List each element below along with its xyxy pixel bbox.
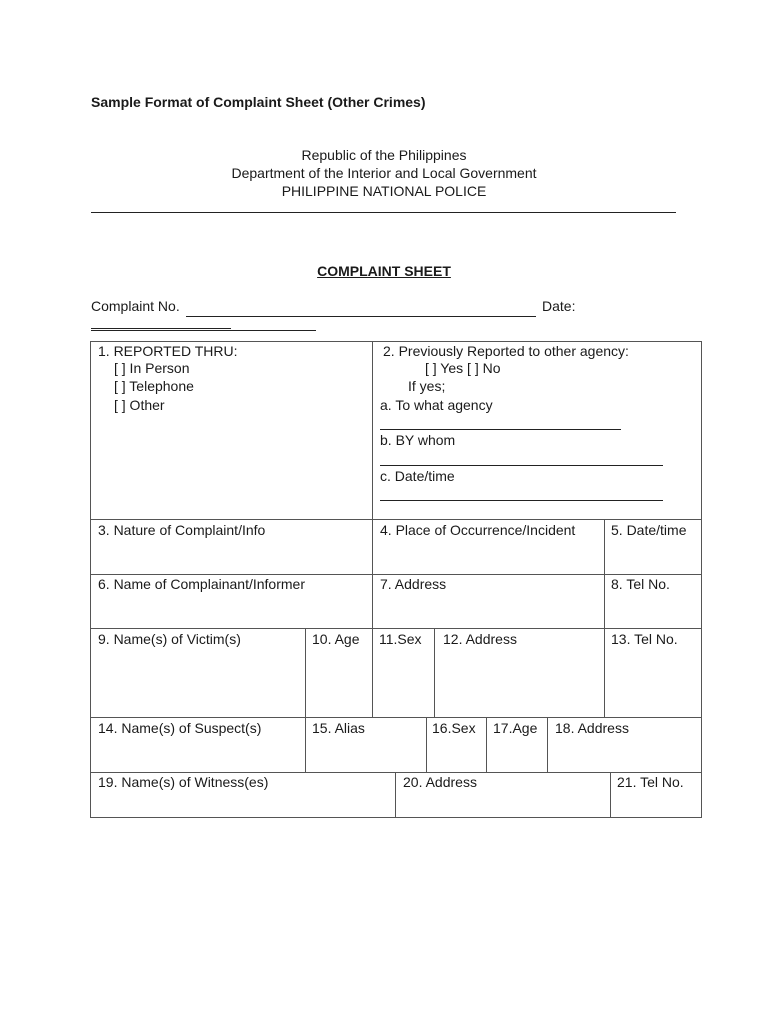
col-divider <box>434 628 435 717</box>
col-divider <box>604 519 605 574</box>
suspect-age-label: 17.Age <box>493 720 538 736</box>
victim-age-label: 10. Age <box>312 631 360 647</box>
header-pnp: PHILIPPINE NATIONAL POLICE <box>281 183 487 199</box>
witness-address-label: 20. Address <box>403 774 477 790</box>
suspect-name-label: 14. Name(s) of Suspect(s) <box>98 720 262 736</box>
row-divider <box>90 628 702 629</box>
col-divider <box>372 628 373 717</box>
col-divider <box>604 628 605 717</box>
section-reported-thru-title: 1. REPORTED THRU: <box>98 343 238 359</box>
row-divider <box>90 717 702 718</box>
col-divider <box>305 628 306 717</box>
witness-tel-label: 21. Tel No. <box>617 774 684 790</box>
suspect-sex-label: 16.Sex <box>432 720 476 736</box>
col-divider <box>547 717 548 772</box>
col-divider <box>486 717 487 772</box>
option-in-person[interactable]: [ ] In Person <box>114 360 190 376</box>
suspect-address-label: 18. Address <box>555 720 629 736</box>
complaint-sheet-title: COMPLAINT SHEET <box>317 263 451 279</box>
col-divider <box>372 519 373 574</box>
section-previously-reported-title: 2. Previously Reported to other agency: <box>383 343 629 359</box>
complainant-tel-label: 8. Tel No. <box>611 576 670 592</box>
victim-address-label: 12. Address <box>443 631 517 647</box>
incident-date-time-label: 5. Date/time <box>611 522 687 538</box>
document-title: Sample Format of Complaint Sheet (Other Crimes) <box>91 94 426 110</box>
complaint-no-underline <box>91 330 316 331</box>
header-department: Department of the Interior and Local Government <box>231 165 537 181</box>
option-other[interactable]: [ ] Other <box>114 397 165 413</box>
row-divider <box>90 574 702 575</box>
col-divider <box>610 772 611 818</box>
header-republic: Republic of the Philippines <box>301 147 467 163</box>
col-divider <box>426 717 427 772</box>
row-divider <box>90 519 702 520</box>
by-whom-label: b. BY whom <box>380 432 456 448</box>
header-divider <box>91 212 676 213</box>
option-telephone[interactable]: [ ] Telephone <box>114 378 194 394</box>
yes-no-checkboxes[interactable]: [ ] Yes [ ] No <box>425 360 501 376</box>
col-divider <box>372 574 373 628</box>
place-of-occurrence-label: 4. Place of Occurrence/Incident <box>380 522 576 538</box>
col-divider <box>305 717 306 772</box>
date-label: Date: <box>542 298 576 314</box>
complaint-no-label: Complaint No. <box>91 298 180 314</box>
date-time-field[interactable] <box>380 500 663 501</box>
suspect-alias-label: 15. Alias <box>312 720 365 736</box>
nature-of-complaint-label: 3. Nature of Complaint/Info <box>98 522 266 538</box>
complainant-address-label: 7. Address <box>380 576 447 592</box>
if-yes-label: If yes; <box>408 378 446 394</box>
victim-name-label: 9. Name(s) of Victim(s) <box>98 631 241 647</box>
date-time-label: c. Date/time <box>380 468 455 484</box>
col-divider <box>372 341 373 519</box>
witness-name-label: 19. Name(s) of Witness(es) <box>98 774 269 790</box>
complaint-no-underline-bold <box>91 328 231 329</box>
by-whom-field[interactable] <box>380 465 663 466</box>
complaint-no-field[interactable] <box>186 316 536 317</box>
col-divider <box>604 574 605 628</box>
victim-tel-label: 13. Tel No. <box>611 631 678 647</box>
complainant-name-label: 6. Name of Complainant/Informer <box>98 576 305 592</box>
what-agency-field[interactable] <box>380 429 621 430</box>
col-divider <box>395 772 396 818</box>
what-agency-label: a. To what agency <box>380 397 493 413</box>
victim-sex-label: 11.Sex <box>379 631 422 647</box>
